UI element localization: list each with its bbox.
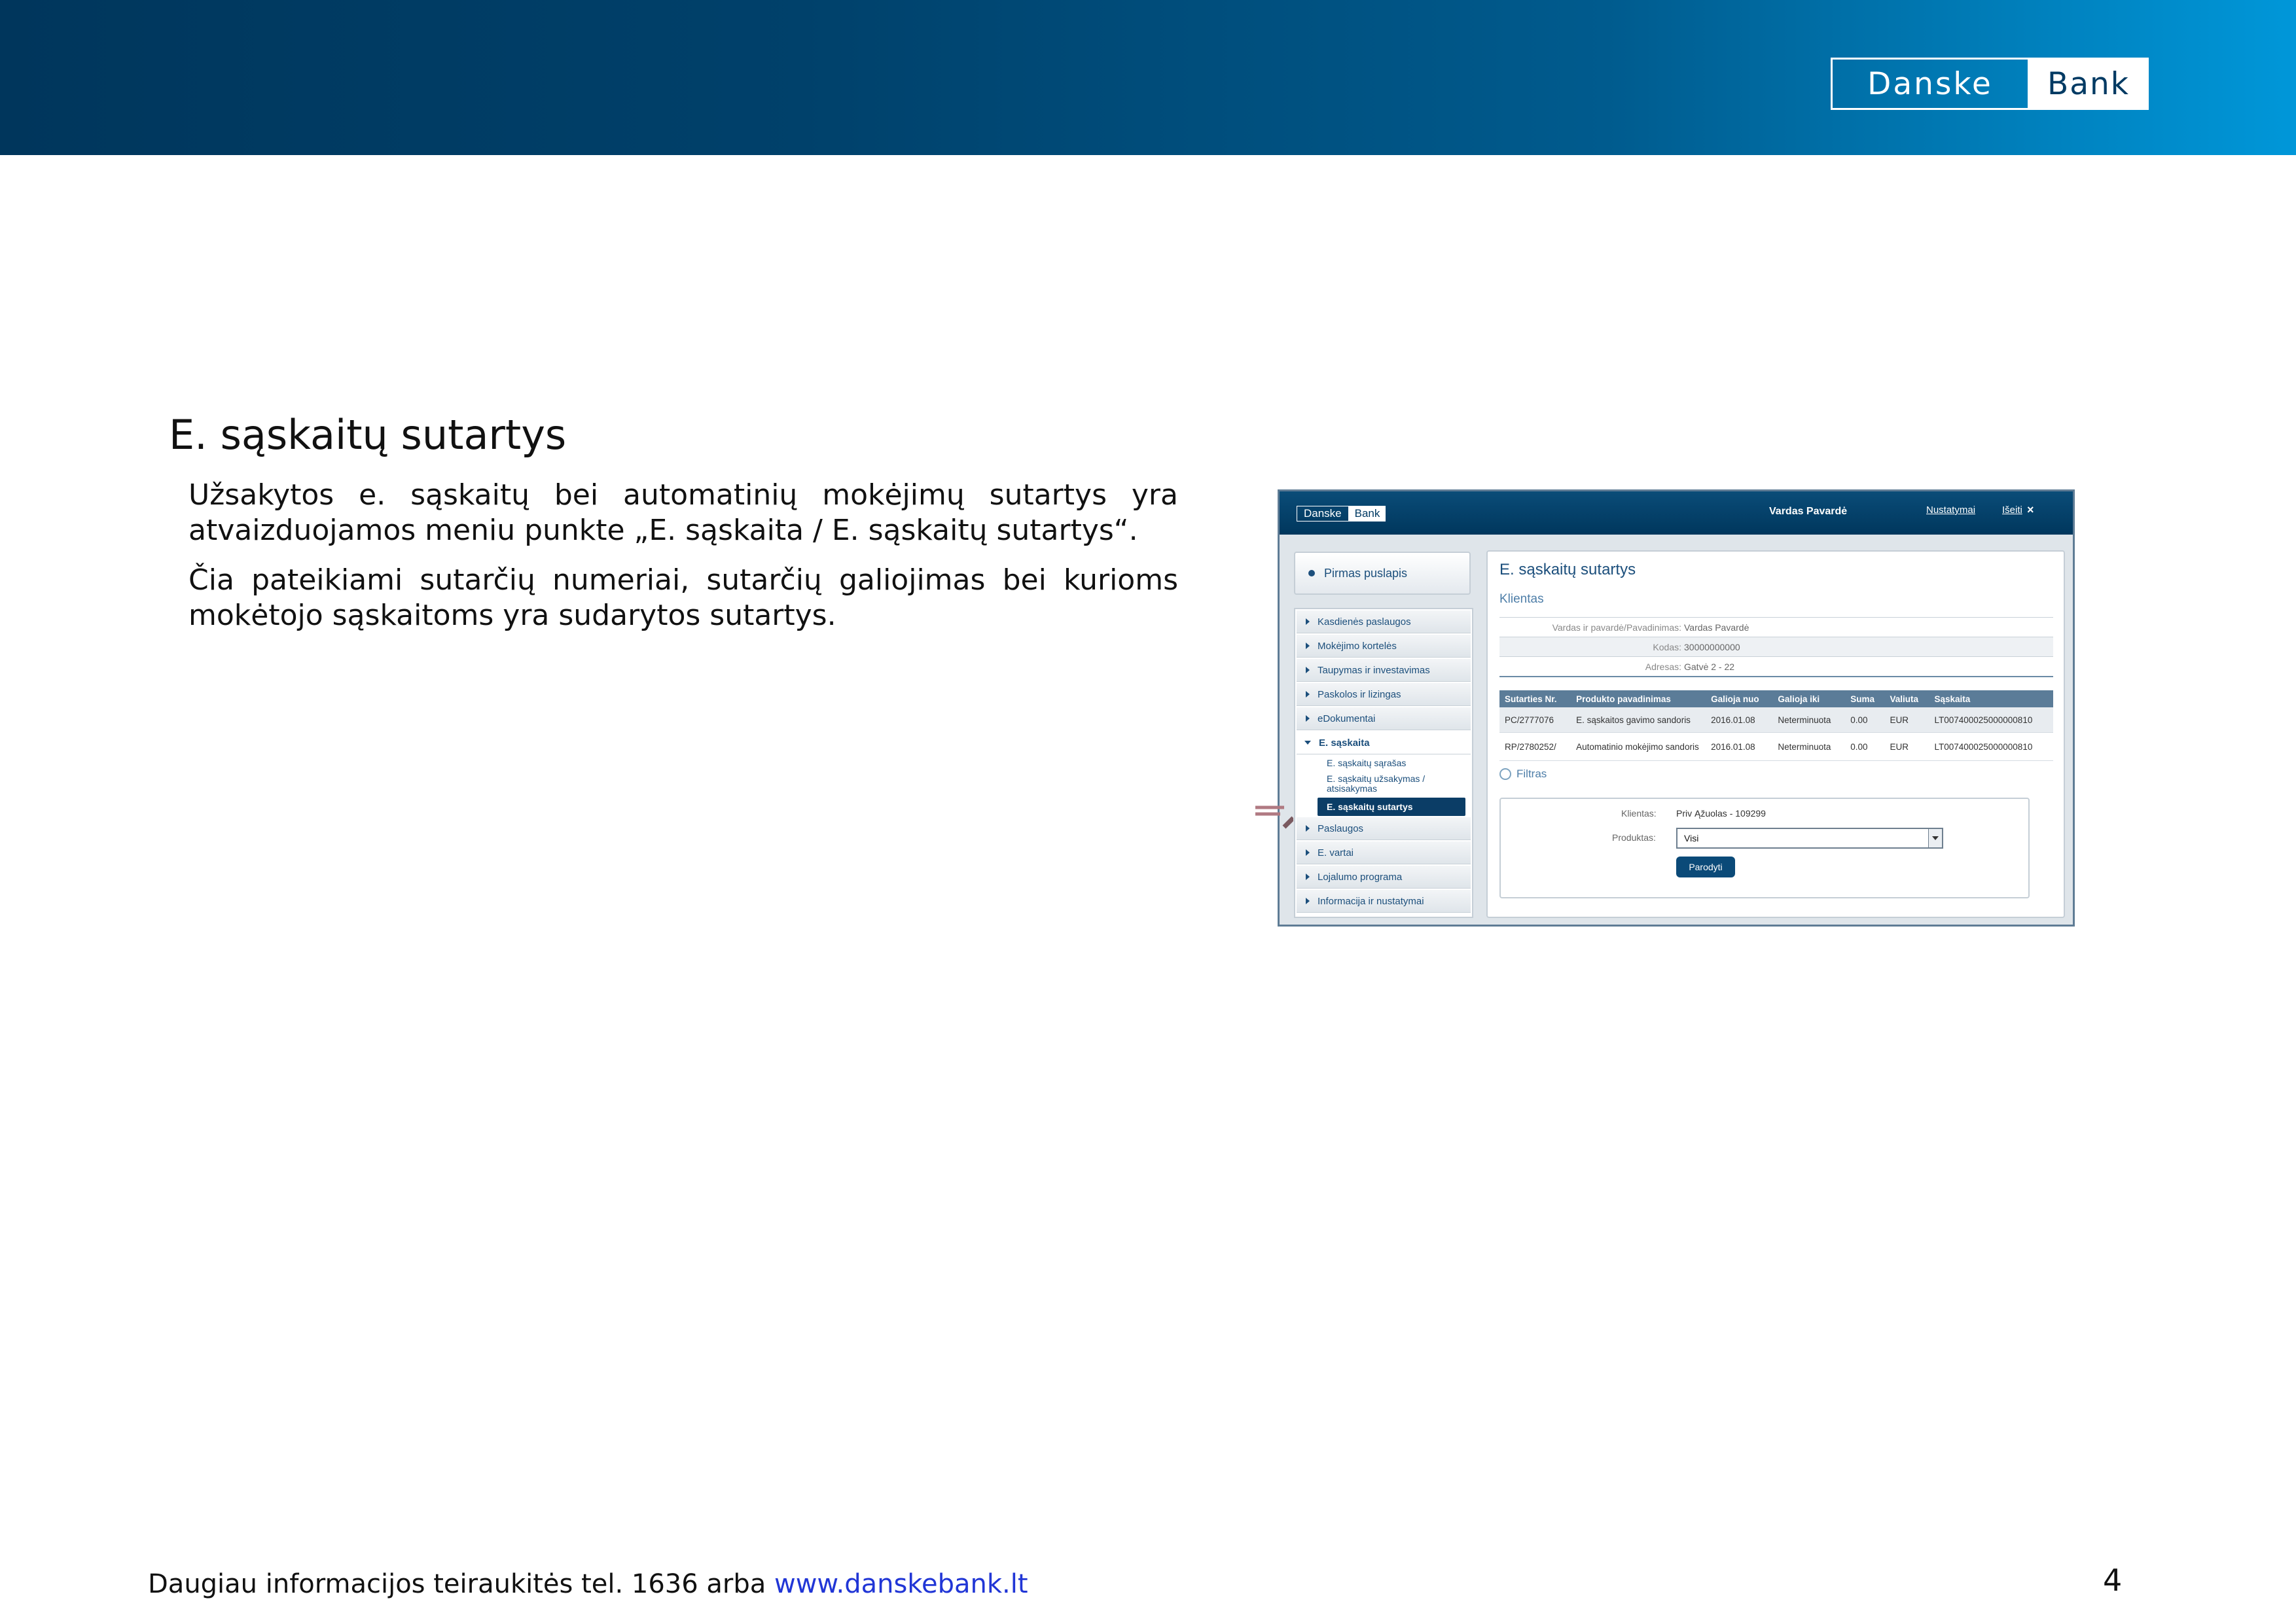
nav-item[interactable]: eDokumentai <box>1297 707 1471 730</box>
nav-item-e-saskaita[interactable]: E. sąskaita <box>1297 732 1471 754</box>
chevron-down-icon[interactable] <box>1928 829 1942 847</box>
nav-item[interactable]: Paslaugos <box>1297 817 1471 840</box>
screenshot-logo-right: Bank <box>1350 506 1386 521</box>
nav-item[interactable]: Lojalumo programa <box>1297 866 1471 889</box>
screenshot-logo <box>1297 506 1386 522</box>
nav-item[interactable]: Informacija ir nustatymai <box>1297 890 1471 913</box>
user-name: Vardas Pavardė <box>1769 506 1848 517</box>
table-header-row: Sutarties Nr. Produkto pavadinimas Galioja nuo Galioja iki Suma Valiuta Sąskaita <box>1499 690 2053 707</box>
page-number: 4 <box>2103 1563 2123 1598</box>
home-bullet-icon <box>1308 570 1315 576</box>
sidebar-nav <box>1294 608 1473 918</box>
chevron-right-icon <box>1306 825 1310 832</box>
settings-link[interactable]: Nustatymai <box>1926 504 1976 516</box>
main-panel <box>1486 550 2065 918</box>
nav-item[interactable]: Kasdienės paslaugos <box>1297 610 1471 633</box>
filter-title: Filtras <box>1516 768 1547 780</box>
contracts-table <box>1499 690 2053 761</box>
nav-subitem[interactable]: E. sąskaitų sąrašas <box>1327 758 1407 768</box>
nav-item[interactable]: E. vartai <box>1297 841 1471 864</box>
page-title: E. sąskaitų sutartys <box>1499 561 1636 578</box>
chevron-down-icon <box>1304 741 1311 745</box>
screenshot-header <box>1280 491 2073 535</box>
chevron-right-icon <box>1306 898 1310 904</box>
embedded-screenshot <box>1278 489 2075 927</box>
nav-subitem-active[interactable]: E. sąskaitų sutartys <box>1318 798 1465 816</box>
nav-item[interactable]: Paskolos ir lizingas <box>1297 683 1471 706</box>
pointer-arrow-icon <box>1254 801 1293 831</box>
chevron-right-icon <box>1306 643 1310 649</box>
filter-toggle[interactable] <box>1499 768 1547 781</box>
logo-right-text: Bank <box>2030 60 2147 108</box>
home-button-label: Pirmas puslapis <box>1324 566 1408 580</box>
slide-title: E. sąskaitų sutartys <box>169 411 567 459</box>
client-field: Vardas ir pavardė/Pavadinimas: Vardas Pavardė <box>1499 617 2053 637</box>
client-value: Priv Ąžuolas - 109299 <box>1676 808 1766 819</box>
footer-text: Daugiau informacijos teiraukitės tel. 1636 arba <box>148 1569 766 1599</box>
slide-paragraph-2: Čia pateikiami sutarčių numeriai, sutarčių galiojimas bei kurioms mokėtojo sąskaitoms yra sudarytos sutartys. <box>188 563 1178 632</box>
logout-link[interactable]: Išeiti <box>2002 504 2022 516</box>
chevron-right-icon <box>1306 667 1310 673</box>
chevron-right-icon <box>1306 691 1310 698</box>
chevron-right-icon <box>1306 874 1310 880</box>
website-link[interactable]: www.danskebank.lt <box>774 1569 1028 1599</box>
client-field: Adresas: Gatvė 2 - 22 <box>1499 656 2053 677</box>
nav-item[interactable]: Taupymas ir investavimas <box>1297 659 1471 682</box>
product-label: Produktas: <box>1612 832 1656 843</box>
table-row[interactable]: PC/2777076 E. sąskaitos gavimo sandoris 2016.01.08 Neterminuota 0.00 EUR LT007400025000000810 <box>1499 707 2053 733</box>
nav-item[interactable]: Mokėjimo kortelės <box>1297 635 1471 658</box>
divider <box>1499 676 2053 677</box>
home-button[interactable] <box>1294 552 1471 595</box>
table-row[interactable]: RP/2780252/ Automatinio mokėjimo sandoris 2016.01.08 Neterminuota 0.00 EUR LT007400025000000810 <box>1499 733 2053 761</box>
close-icon[interactable]: × <box>2027 503 2034 516</box>
footer-info <box>148 1569 1028 1599</box>
product-select[interactable]: Visi <box>1676 828 1943 849</box>
chevron-right-icon <box>1306 618 1310 625</box>
screenshot-logo-left: Danske <box>1297 506 1350 521</box>
slide-paragraph-1: Užsakytos e. sąskaitų bei automatinių mokėjimų sutartys yra atvaizduojamos meniu punkte „E. sąskaita / E. sąskaitų sutartys“. <box>188 478 1178 547</box>
client-label: Klientas: <box>1621 808 1657 819</box>
collapse-icon <box>1499 768 1511 780</box>
chevron-right-icon <box>1306 715 1310 722</box>
section-title: Klientas <box>1499 592 1544 606</box>
danske-bank-logo <box>1831 58 2149 110</box>
nav-subitem[interactable]: E. sąskaitų užsakymas / atsisakymas <box>1327 773 1426 794</box>
client-field: Kodas: 30000000000 <box>1499 637 2053 657</box>
top-banner <box>0 0 2296 155</box>
chevron-right-icon <box>1306 849 1310 856</box>
show-button[interactable]: Parodyti <box>1676 857 1735 877</box>
filter-box <box>1499 798 2030 898</box>
logo-left-text: Danske <box>1833 60 2030 108</box>
